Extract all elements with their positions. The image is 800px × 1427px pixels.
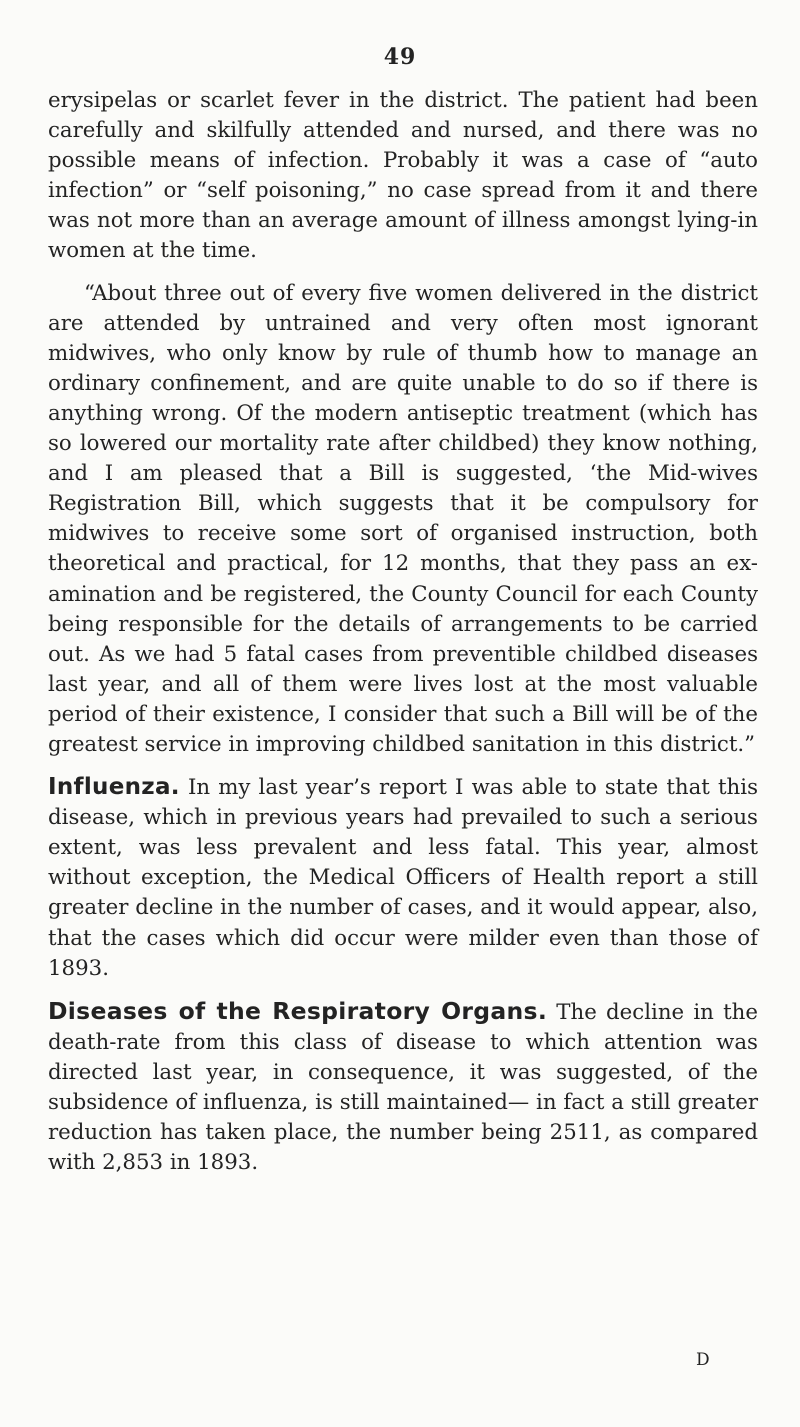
paragraph-midwives-quote: “About three out of every five women delivered in the district are attended by untrained and very often most ignorant midwives, who only know by rule of thumb how to manage an ordinary confinement, and are quite unable to do so if there is anything wrong. Of the modern antiseptic treatment (which has so lowered our mortality rate after childbed) they know nothing, and I am pleased that a Bill is suggested, ‘the Mid-wives Registration Bill, which suggests that it be compulsory for midwives to receive some sort of organised instruction, both theoretical and practical, for 12 months, that they pass an ex-amination and be registered, the County Council for each County being responsible for the details of arrangements to be carried out. As we had 5 fatal cases from preventible childbed diseases last year, and all of them were lives lost at the most valuable period of their existence, I consider that such a Bill will be of the greatest service in improving childbed sanitation in this district.” [48, 280, 758, 757]
section-influenza [48, 772, 758, 984]
signature-mark: D [696, 1350, 710, 1370]
respiratory-text: The decline in the death-rate from this class of disease to which attention was directed last year, in consequence, it was suggested, of the subsidence of influenza, is still maintained— in fact a still greater reduction has taken place, the number being 2511, as compared with 2,853 in 1893. [48, 999, 758, 1176]
influenza-heading: Influenza. [48, 774, 180, 801]
section-respiratory [48, 996, 758, 1179]
body-text [48, 86, 758, 1178]
paragraph-erysipelas: erysipelas or scarlet fever in the district. The patient had been carefully and skilfully attended and nursed, and there was no possible means of infection. Probably it was a case of “auto infection” or “self poisoning,” no case spread from it and there was not more than an average amount of illness amongst lying-in women at the time. [48, 88, 758, 264]
page-number: 49 [383, 44, 417, 70]
influenza-text: In my last year’s report I was able to state that this disease, which in previous years had prevailed to such a serious extent, was less prevalent and less fatal. This year, almost without exception, the Medical Officers of Health report a still greater decline in the number of cases, and it would appear, also, that the cases which did occur were milder even than those of 1893. [48, 775, 758, 981]
respiratory-heading: Diseases of the Respiratory Organs. [48, 996, 548, 1025]
